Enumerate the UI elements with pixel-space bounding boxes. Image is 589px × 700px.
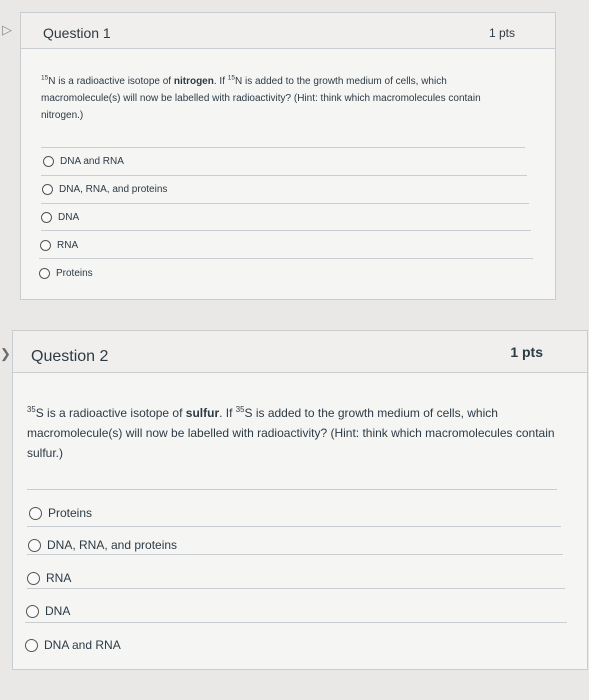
answer-option[interactable]	[40, 240, 78, 251]
radio-button[interactable]	[41, 212, 52, 223]
answer-option[interactable]	[39, 268, 93, 279]
radio-button[interactable]	[43, 156, 54, 167]
separator	[41, 175, 527, 176]
radio-button[interactable]	[29, 507, 42, 520]
answer-label: DNA	[58, 212, 80, 223]
radio-button[interactable]	[27, 572, 40, 585]
radio-button[interactable]	[42, 184, 53, 195]
question-title: Question 1	[43, 25, 111, 41]
question-header	[21, 13, 555, 49]
separator	[27, 588, 565, 589]
flag-question-icon[interactable]: ❯	[0, 346, 11, 361]
separator	[41, 230, 531, 231]
answer-label: Proteins	[48, 506, 93, 520]
answer-label: DNA and RNA	[44, 638, 121, 652]
answer-option[interactable]	[27, 571, 71, 585]
separator	[39, 258, 533, 259]
separator	[27, 489, 557, 490]
answer-label: DNA, RNA, and proteins	[47, 538, 178, 552]
answer-label: DNA, RNA, and proteins	[59, 184, 168, 195]
radio-button[interactable]	[40, 240, 51, 251]
question-text: $^{15}$N is a radioactive isotope of nitrogen. If $^{15}$N is added to the growth medium of cells, which macromolecule(s) will now be labelled with radioactivity? (Hint: think which macromolecules contain nitrogen.)	[41, 74, 481, 121]
flag-question-icon[interactable]: ▷	[2, 22, 12, 37]
answer-option[interactable]	[41, 212, 79, 223]
answer-option[interactable]	[42, 184, 167, 195]
answer-option[interactable]	[28, 538, 177, 552]
question-header	[13, 331, 587, 373]
question-points: 1 pts	[488, 26, 515, 40]
radio-button[interactable]	[26, 605, 39, 618]
separator	[41, 147, 525, 148]
separator	[27, 554, 563, 555]
question-title: Question 2	[31, 348, 109, 365]
answer-label: RNA	[57, 240, 79, 251]
answer-option[interactable]	[26, 604, 70, 618]
answer-label: DNA	[45, 604, 71, 618]
separator	[27, 526, 561, 527]
answer-option[interactable]	[25, 638, 121, 652]
answer-option[interactable]	[43, 156, 124, 167]
radio-button[interactable]	[25, 639, 38, 652]
question-card-2	[12, 330, 588, 670]
answer-label: RNA	[46, 571, 72, 585]
separator	[41, 203, 529, 204]
separator	[25, 622, 567, 623]
question-text: $^{35}$S is a radioactive isotope of sulfur. If $^{35}$S is added to the growth medium of cells, which macromolecule(s) will now be labelled with radioactivity? (Hint: think which macromolecules contain sulfur.)	[27, 405, 555, 460]
answer-option[interactable]	[29, 506, 92, 520]
answer-label: Proteins	[56, 268, 93, 279]
radio-button[interactable]	[28, 539, 41, 552]
question-points: 1 pts	[510, 344, 543, 360]
question-card-1	[20, 12, 556, 300]
answer-label: DNA and RNA	[60, 156, 124, 167]
radio-button[interactable]	[39, 268, 50, 279]
